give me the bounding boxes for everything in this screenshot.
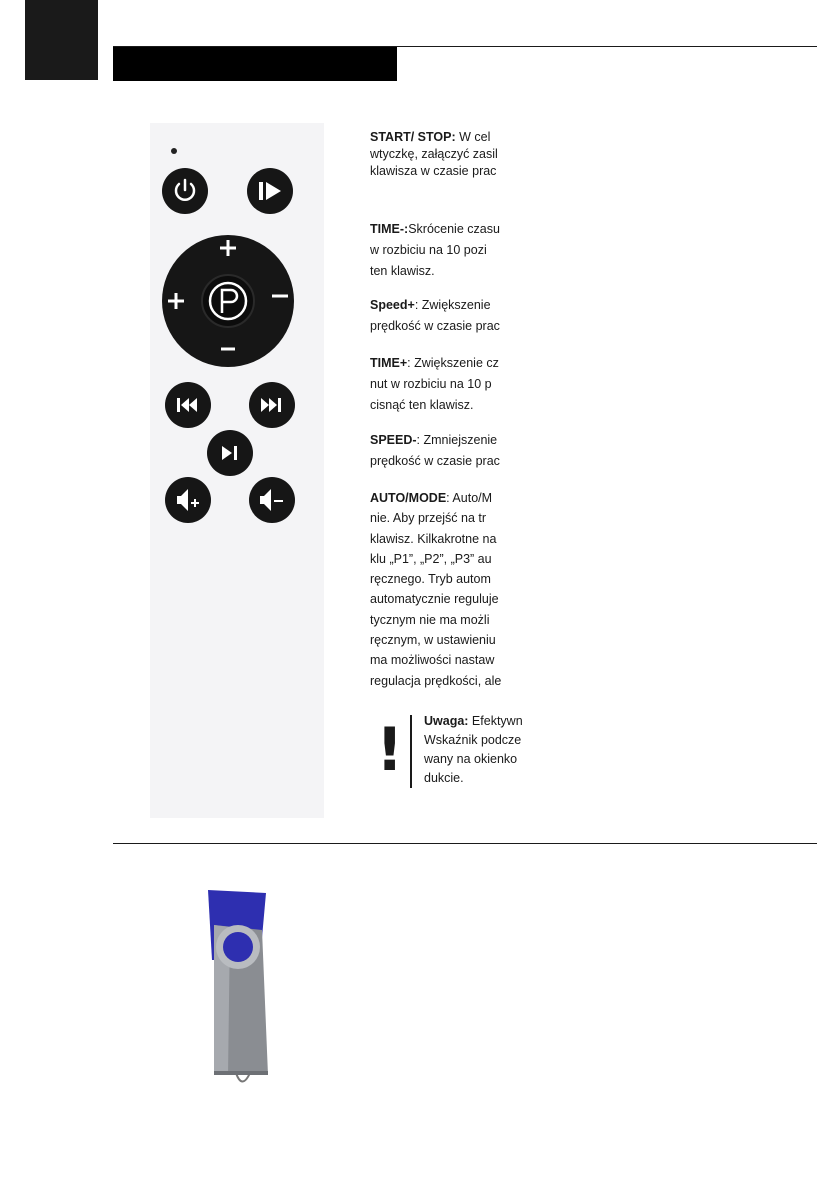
text-line: ręcznym, w ustawieniu (370, 633, 496, 648)
label-time-plus: TIME+ (370, 356, 408, 370)
text-line: Efektywn (468, 714, 523, 728)
warning-bar (410, 715, 412, 788)
text-line: ten klawisz. (370, 264, 435, 278)
text-line: w rozbiciu na 10 pozi (370, 243, 487, 257)
volume-up-button (165, 477, 211, 523)
text-line: cisnąć ten klawisz. (370, 398, 474, 412)
paragraph-speed-minus (370, 430, 535, 472)
text-line: klawisza w czasie prac (370, 164, 497, 178)
indicator-led (171, 148, 177, 154)
text-line: klu „P1”, „P2”, „P3” au (370, 551, 492, 566)
instructions-column (370, 0, 535, 820)
text-line: nie. Aby przejść na tr (370, 511, 487, 526)
fast-forward-button (249, 382, 295, 428)
text-line: wany na okienko (424, 752, 518, 766)
paragraph-time-plus (370, 353, 535, 416)
warning-note (424, 712, 539, 788)
remote-control-image (150, 123, 324, 818)
warning-label: Uwaga: (424, 714, 469, 728)
warning-icon: ! (376, 715, 404, 785)
volume-down-button (249, 477, 295, 523)
label-start-stop: START/ STOP: (370, 130, 456, 144)
text-line: W cel (459, 130, 491, 144)
dpad (162, 235, 294, 367)
text-line: : Zwiększenie cz (407, 356, 499, 370)
paragraph-speed-plus (370, 295, 535, 337)
text-line: tycznym nie ma możli (370, 612, 490, 627)
text-line: Skrócenie czasu (408, 222, 500, 236)
play-pause-button (247, 168, 293, 214)
text-line: dukcie. (424, 771, 464, 785)
paragraph-time-minus (370, 219, 535, 282)
text-line: klawisz. Kilkakrotne na (370, 531, 497, 546)
paragraph-start-stop (370, 129, 535, 180)
play-pause-icon (259, 182, 263, 200)
label-speed-minus: SPEED- (370, 433, 417, 447)
section-divider (113, 843, 817, 844)
text-line: automatycznie reguluje (370, 592, 499, 607)
text-line: ma możliwości nastaw (370, 653, 495, 668)
section-title-bar (113, 47, 397, 81)
label-speed-plus: Speed+ (370, 298, 415, 312)
text-line: Wskaźnik podcze (424, 733, 522, 747)
text-line: prędkość w czasie prac (370, 454, 500, 468)
text-line: ręcznego. Tryb autom (370, 572, 491, 587)
volume-up-icon (177, 496, 181, 504)
corner-tab (25, 0, 98, 80)
label-auto-mode: AUTO/MODE (370, 491, 447, 505)
text-line: : Auto/M (446, 491, 493, 505)
rewind-icon (177, 398, 180, 412)
paragraph-auto-mode (370, 488, 535, 691)
text-line: : Zmniejszenie (416, 433, 498, 447)
label-time-minus: TIME-: (370, 222, 409, 236)
text-line: : Zwiększenie (414, 298, 491, 312)
power-button (162, 168, 208, 214)
play-button (207, 430, 253, 476)
text-line: prędkość w czasie prac (370, 319, 500, 333)
text-line: regulacja prędkości, ale (370, 673, 502, 688)
text-line: wtyczkę, załączyć zasil (370, 147, 498, 161)
usb-drive-image (200, 885, 280, 1100)
text-line: nut w rozbiciu na 10 p (370, 377, 492, 391)
rewind-button (165, 382, 211, 428)
volume-down-icon (260, 496, 264, 504)
